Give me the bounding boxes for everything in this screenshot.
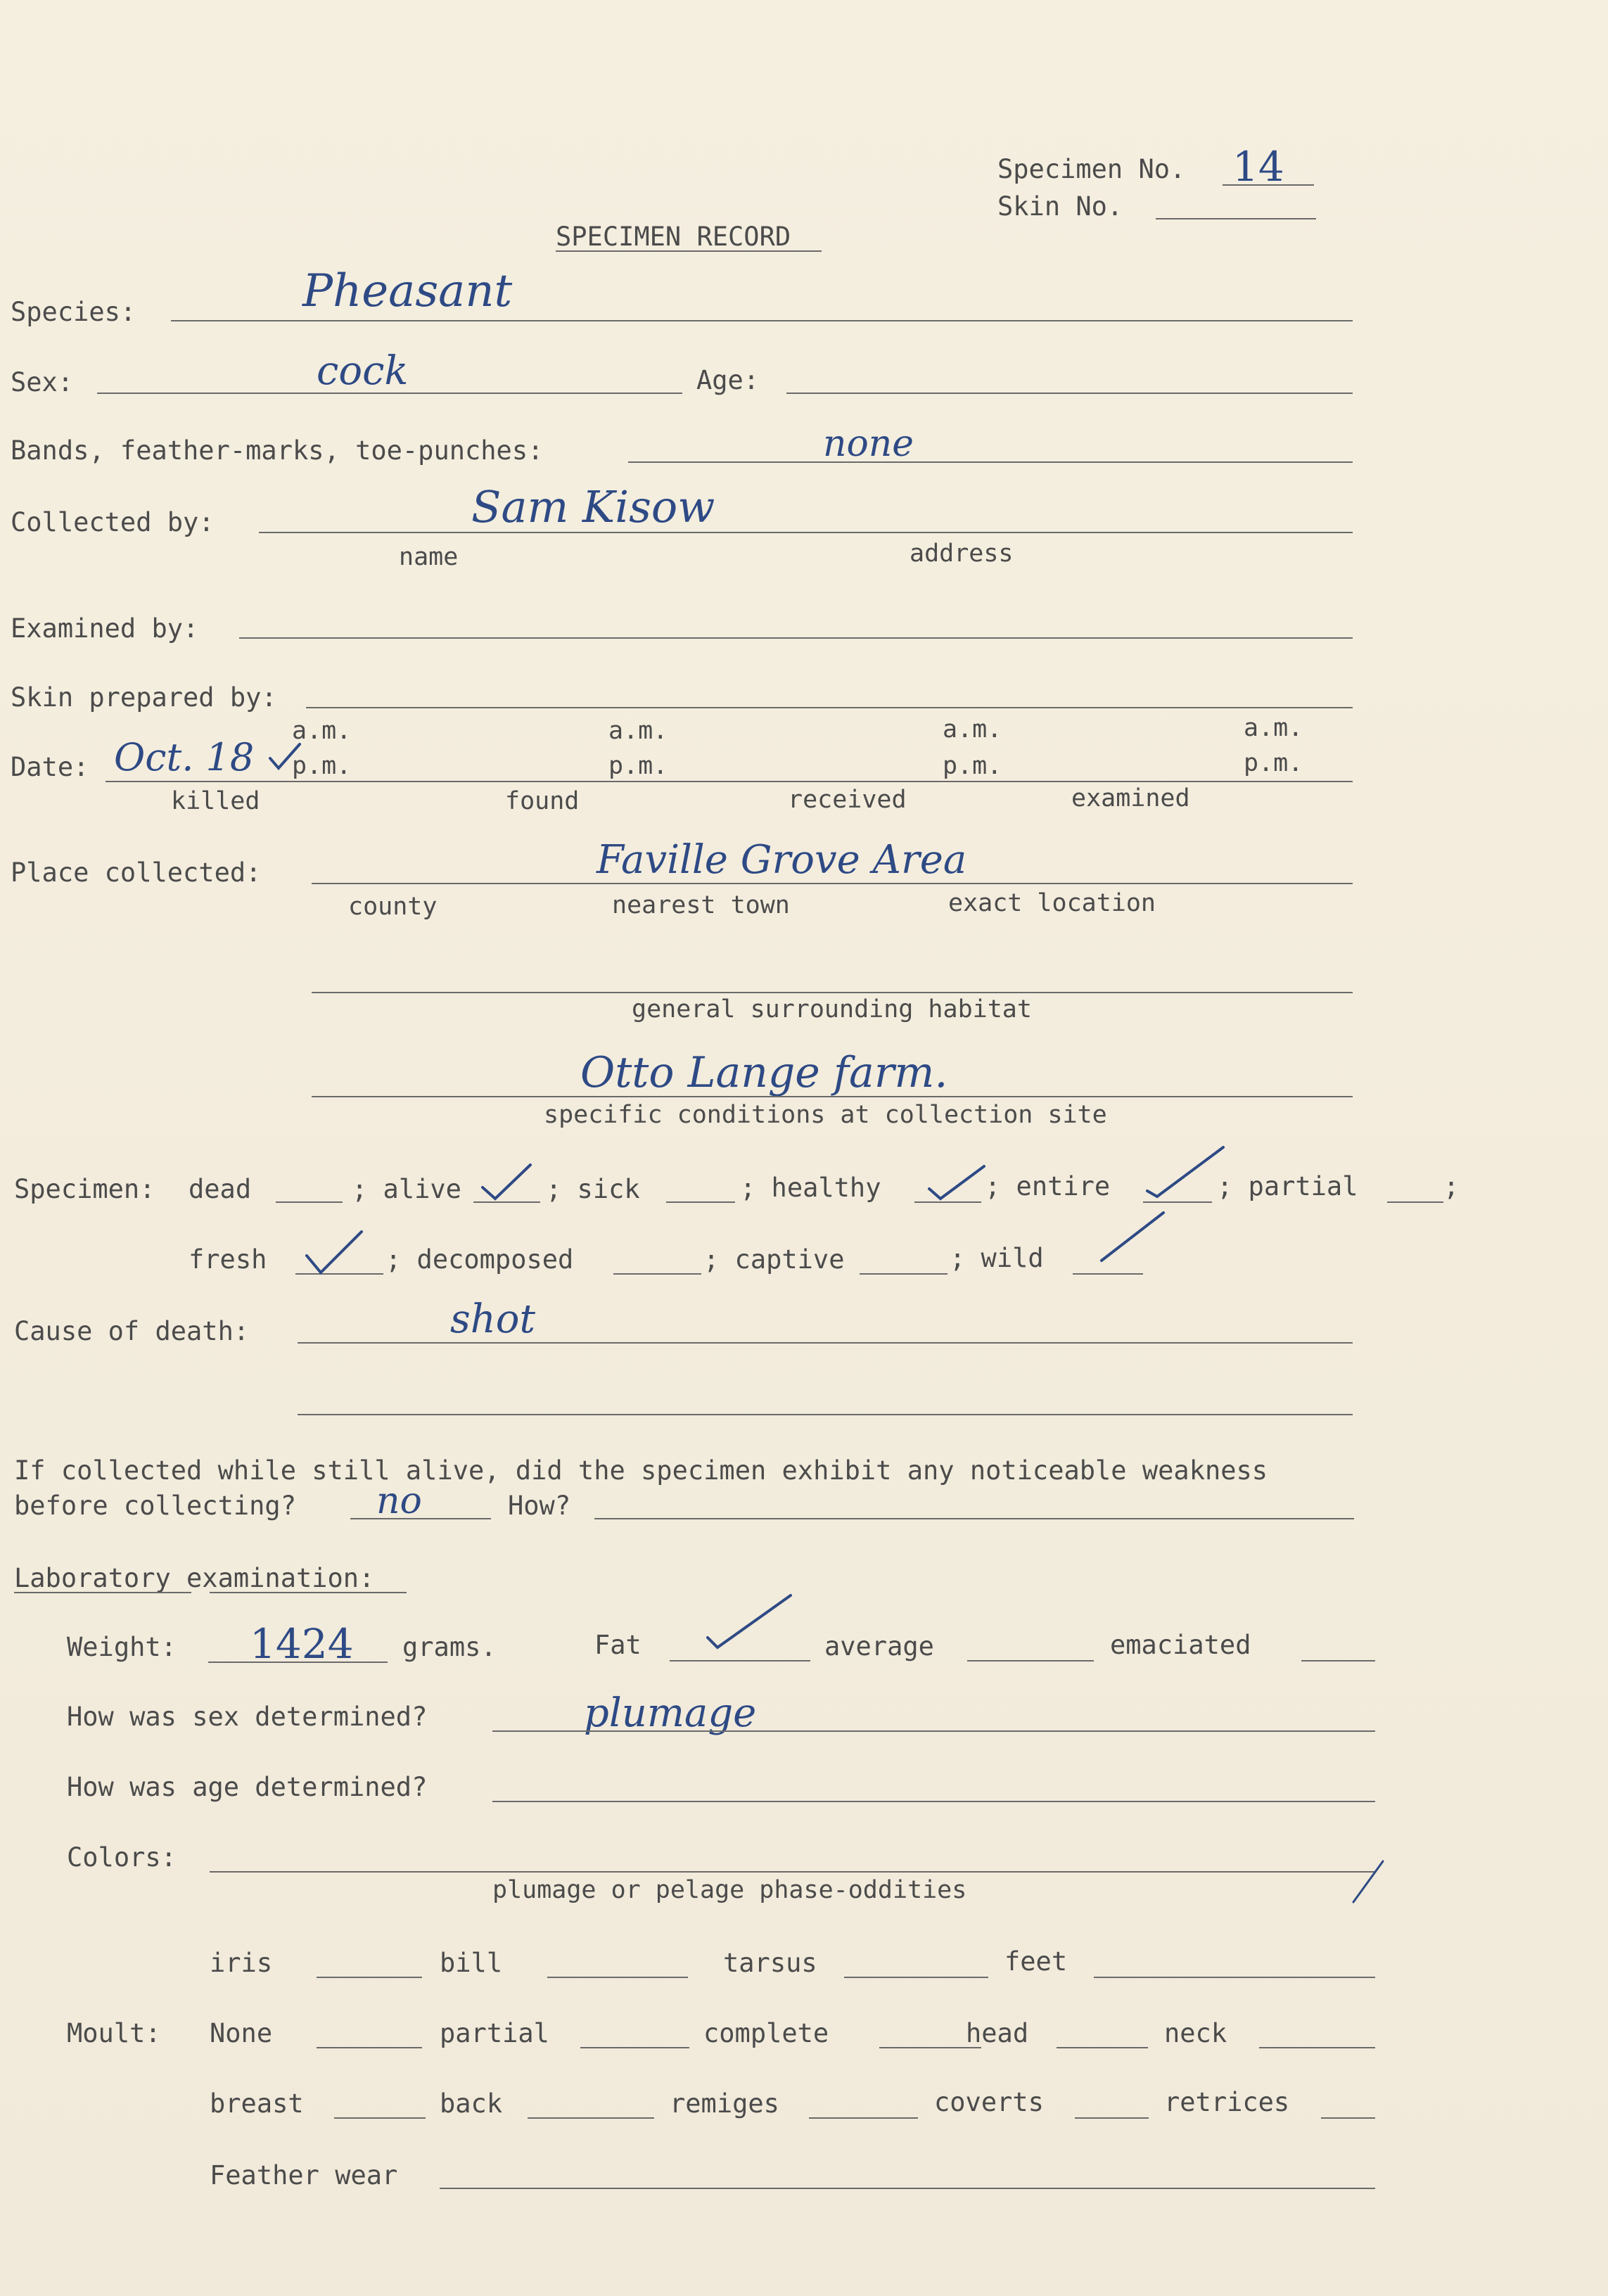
colors-label: Colors:	[67, 1842, 177, 1873]
average-line	[967, 1660, 1094, 1662]
examined-by-label: Examined by:	[11, 613, 199, 644]
sick-line	[666, 1201, 735, 1203]
colors-caption: plumage or pelage phase-oddities	[492, 1876, 967, 1904]
bill-label: bill	[440, 1948, 503, 1978]
cause-line	[298, 1342, 1353, 1344]
iris-line	[317, 1977, 422, 1978]
coverts-line	[1075, 2117, 1149, 2119]
am-killed: a.m.	[292, 717, 352, 745]
captive-line	[860, 1273, 947, 1275]
moult-complete-label: complete	[703, 2018, 829, 2048]
moult-none-line	[317, 2047, 422, 2048]
exact-location-caption: exact location	[948, 889, 1156, 917]
pm-examined: p.m.	[1244, 749, 1303, 777]
date-checkmark	[267, 740, 302, 775]
habitat-line	[312, 992, 1353, 993]
bill-line	[547, 1977, 688, 1978]
skin-no-label: Skin No.	[997, 191, 1123, 222]
entire-line	[1143, 1201, 1212, 1203]
am-received: a.m.	[943, 715, 1002, 744]
species-value: Pheasant	[302, 265, 513, 317]
found-caption: found	[505, 787, 580, 815]
emaciated-line	[1301, 1660, 1375, 1662]
skin-prepared-line	[306, 707, 1353, 708]
lab-heading-underline-2	[210, 1592, 407, 1593]
captive-label: ; captive	[703, 1244, 845, 1275]
age-determined-label: How was age determined?	[67, 1772, 428, 1802]
received-caption: received	[788, 786, 907, 814]
specimen-no-label: Specimen No.	[997, 154, 1186, 184]
partial-end: ;	[1443, 1171, 1460, 1201]
tarsus-line	[844, 1977, 988, 1978]
name-caption: name	[399, 543, 459, 571]
cause-value: shot	[450, 1296, 536, 1342]
wild-checkmark	[1097, 1208, 1168, 1265]
average-label: average	[824, 1631, 934, 1662]
examined-caption: examined	[1071, 784, 1190, 812]
address-caption: address	[910, 540, 1014, 568]
sex-determined-line	[492, 1730, 1375, 1732]
moult-head-line	[1057, 2047, 1148, 2048]
form-title-underline	[556, 250, 822, 252]
weight-value: 1424	[250, 1620, 354, 1668]
colors-line	[210, 1871, 1375, 1873]
partial-label: ; partial	[1217, 1171, 1358, 1201]
sick-label: ; sick	[546, 1174, 640, 1204]
how-label: How?	[508, 1491, 571, 1521]
nearest-town-caption: nearest town	[612, 891, 790, 919]
pm-found: p.m.	[608, 752, 668, 780]
lab-heading: Laboratory examination:	[14, 1563, 375, 1593]
how-line	[594, 1518, 1354, 1519]
healthy-checkmark	[925, 1161, 988, 1203]
partial-line	[1387, 1201, 1443, 1203]
species-label: Species:	[11, 297, 136, 327]
alive-checkmark	[478, 1161, 535, 1203]
collected-by-label: Collected by:	[11, 507, 215, 537]
age-label: Age:	[696, 365, 760, 395]
fresh-label: fresh	[189, 1244, 267, 1275]
retrices-line	[1321, 2117, 1375, 2119]
fat-checkmark	[703, 1591, 795, 1654]
cause-line-2	[298, 1414, 1353, 1415]
decomposed-label: ; decomposed	[385, 1244, 574, 1275]
age-determined-line	[492, 1801, 1375, 1802]
lab-heading-underline-1	[14, 1592, 191, 1593]
specimen-no-line	[1223, 184, 1314, 186]
weakness-question-2: before collecting?	[14, 1491, 296, 1521]
conditions-line	[312, 1096, 1353, 1097]
emaciated-label: emaciated	[1110, 1630, 1251, 1660]
conditions-value: Otto Lange farm.	[580, 1048, 948, 1097]
alive-label: ; alive	[352, 1174, 461, 1204]
pm-killed: p.m.	[292, 752, 352, 780]
remiges-label: remiges	[670, 2088, 779, 2119]
wild-line	[1073, 1273, 1143, 1275]
fresh-checkmark	[302, 1227, 366, 1277]
moult-none-label: None	[210, 2018, 273, 2048]
am-examined: a.m.	[1244, 714, 1303, 742]
grams-label: grams.	[402, 1632, 497, 1662]
feather-wear-line	[440, 2188, 1375, 2189]
back-line	[528, 2117, 654, 2119]
feet-line	[1094, 1977, 1375, 1978]
remiges-line	[809, 2117, 918, 2119]
specimen-label: Specimen:	[14, 1174, 155, 1204]
place-line	[312, 883, 1353, 884]
decomposed-line	[613, 1273, 701, 1275]
entire-label: ; entire	[985, 1171, 1111, 1201]
moult-neck-line	[1259, 2047, 1375, 2048]
moult-partial-line	[580, 2047, 689, 2048]
iris-label: iris	[210, 1948, 273, 1978]
cause-label: Cause of death:	[14, 1316, 250, 1346]
weight-line	[208, 1662, 388, 1663]
examined-by-line	[239, 637, 1353, 639]
habitat-caption: general surrounding habitat	[632, 995, 1032, 1023]
date-value: Oct. 18	[114, 735, 255, 779]
wild-label: ; wild	[950, 1243, 1044, 1273]
colors-stray-mark	[1351, 1857, 1386, 1906]
bands-value: none	[823, 423, 914, 465]
sex-determined-value: plumage	[584, 1690, 757, 1736]
moult-head-label: head	[966, 2018, 1029, 2048]
place-value: Faville Grove Area	[596, 837, 967, 883]
collected-by-line	[259, 532, 1353, 533]
fat-line	[670, 1660, 810, 1662]
retrices-label: retrices	[1164, 2087, 1290, 2117]
moult-label: Moult:	[67, 2018, 161, 2048]
entire-checkmark	[1143, 1143, 1227, 1199]
tarsus-label: tarsus	[723, 1948, 817, 1978]
sex-value: cock	[317, 348, 409, 394]
species-line	[171, 320, 1353, 321]
feather-wear-label: Feather wear	[210, 2160, 398, 2190]
skin-prepared-label: Skin prepared by:	[11, 682, 277, 713]
bands-label: Bands, feather-marks, toe-punches:	[11, 435, 544, 466]
form-title: SPECIMEN RECORD	[556, 222, 791, 252]
breast-line	[334, 2117, 426, 2119]
moult-neck-label: neck	[1164, 2018, 1227, 2048]
county-caption: county	[348, 893, 438, 921]
bands-line	[628, 461, 1353, 463]
pm-received: p.m.	[943, 752, 1002, 780]
moult-partial-label: partial	[440, 2018, 549, 2048]
age-line	[786, 393, 1353, 394]
sex-label: Sex:	[11, 367, 74, 397]
killed-caption: killed	[171, 787, 260, 815]
weight-label: Weight:	[67, 1632, 177, 1662]
collected-by-value: Sam Kisow	[471, 481, 715, 532]
feet-label: feet	[1004, 1946, 1068, 1977]
breast-label: breast	[210, 2088, 304, 2119]
dead-label: dead	[189, 1174, 252, 1204]
weakness-question: If collected while still alive, did the specimen exhibit any noticeable weakness	[14, 1455, 1268, 1486]
weakness-answer-line	[350, 1518, 491, 1519]
specimen-no-value: 14	[1232, 143, 1284, 191]
weakness-answer: no	[376, 1480, 422, 1522]
skin-no-line	[1156, 218, 1316, 219]
place-label: Place collected:	[11, 857, 262, 888]
sex-line	[97, 393, 682, 394]
conditions-caption: specific conditions at collection site	[544, 1101, 1107, 1129]
coverts-label: coverts	[934, 2087, 1044, 2117]
fat-label: Fat	[594, 1630, 642, 1660]
sex-determined-label: How was sex determined?	[67, 1702, 428, 1732]
healthy-label: ; healthy	[740, 1173, 881, 1203]
back-label: back	[440, 2088, 503, 2119]
dead-line	[276, 1201, 343, 1203]
date-line	[106, 781, 1353, 782]
date-label: Date:	[11, 752, 89, 782]
am-found: a.m.	[608, 717, 668, 745]
